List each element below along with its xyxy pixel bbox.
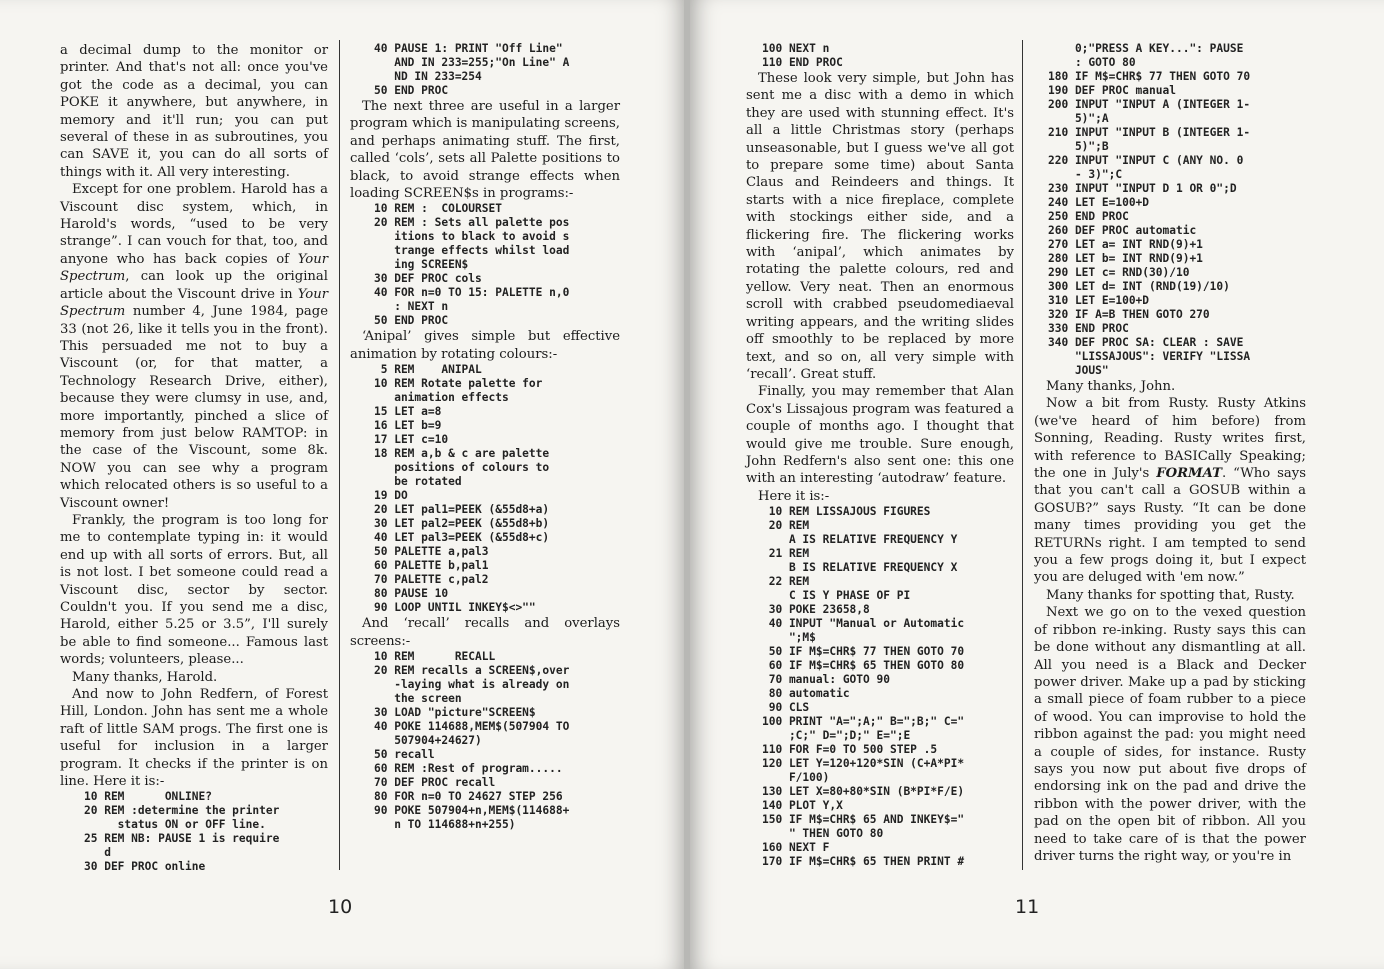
code-listing: 5 REM ANIPAL 10 REM Rotate palette for animation effects 15 LET a=8 16 LET b=9 17 LET c=10 18 REM a,b & c are palette positions of colours to be rotated 19 DO 20 LET pal1=PEEK (&55d8+a) 30 LET pal2=PEEK (&55d8+b) 40 LET pal3=PEEK (&55d8+c) 50 PALETTE a,pal3 60 PALETTE b,pal1 70 PALETTE c,pal2 80 PAUSE 10 90 LOOP UNTIL INKEY$<>"" bbox=[374, 363, 550, 615]
page-number: 11 bbox=[1015, 896, 1040, 918]
paragraph: These look very simple, but John has sent me a disc with a demo in which they are used with stunning effect. It's all a little Christmas story (perhaps unseasonable, but I guess we've all got to prepare some time) about Santa Claus and Reindeers and things. It starts with a nice fireplace, complete with stockings either side, and a flickering fire. The flickering works with ‘anipal’, which animates by rotating the palette colours, red and yellow. Very neat. Then an enormous scroll with crabbed pseudomediaeval writing appears, and the writing slides off smoothly to be replaced by more text, and so on, all very simple with ‘recall’. Great stuff. bbox=[746, 71, 1014, 382]
code-listing: 0;"PRESS A KEY...": PAUSE : GOTO 80 180 IF M$=CHR$ 77 THEN GOTO 70 190 DEF PROC manual 200 INPUT "INPUT A (INTEGER 1- 5)";A 210 INPUT "INPUT B (INTEGER 1- 5)";B 220 INPUT "INPUT C (ANY NO. 0 - 3)";C 230 INPUT "INPUT D 1 OR 0";D 240 LET E=100+D 250 END PROC 260 DEF PROC automatic 270 LET a= INT RND(9)+1 280 LET b= INT RND(9)+1 290 LET c= RND(30)/10 300 LET d= INT (RND(19)/10) 310 LET E=100+D 320 IF A=B THEN GOTO 270 330 END PROC 340 DEF PROC SA: CLEAR : SAVE "LISSAJOUS": VERIFY "LISSA JOUS" bbox=[1048, 42, 1251, 377]
code-listing: 10 REM : COLOURSET 20 REM : Sets all palette pos itions to black to avoid s trange effects whilst load ing SCREEN$ 30 DEF PROC cols 40 FOR n=0 TO 15: PALETTE n,0 : NEXT n 50 END PROC bbox=[374, 202, 570, 328]
paragraph: And ‘recall’ recalls and overlays screens:- bbox=[350, 616, 620, 649]
code-listing: 10 REM LISSAJOUS FIGURES 20 REM A IS RELATIVE FREQUENCY Y 21 REM B IS RELATIVE FREQUENCY X 22 REM C IS Y PHASE OF PI 30 POKE 23658,8 40 INPUT "Manual or Automatic ";M$ 50 IF M$=CHR$ 77 THEN GOTO 70 60 IF M$=CHR$ 65 THEN GOTO 80 70 manual: GOTO 90 80 automatic 90 CLS 100 PRINT "A=";A;" B=";B;" C=" ;C;" D=";D;" E=";E 110 FOR F=0 TO 500 STEP .5 120 LET Y=120+120*SIN (C+A*PI* F/100) 130 LET X=80+80*SIN (B*PI*F/E) 140 PLOT Y,X 150 IF M$=CHR$ 65 AND INKEY$=" " THEN GOTO 80 160 NEXT F 170 IF M$=CHR$ 65 THEN PRINT # bbox=[762, 505, 965, 869]
right-page bbox=[690, 0, 1384, 969]
paragraph: Many thanks, John. bbox=[1046, 379, 1176, 394]
paragraph: Many thanks for spotting that, Rusty. bbox=[1046, 587, 1295, 603]
paragraph: Finally, you may remember that Alan Cox's Lissajous program was featured a couple of months ago. I thought that would give me trouble. Sure enough, John Redfern's also sent one: this one with an interesting ‘autodraw’ feature. bbox=[746, 384, 1014, 487]
right-column-2 bbox=[1034, 42, 1306, 865]
paragraph: Frankly, the program is too long for me to contemplate typing in: it would end up with all sorts of errors. But, all is not lost. I bet someone could read a Viscount disc, sector by sector. Couldn't you. If you send me a disc, Harold, either 5.25 or 3.5”, I'll surely be able to find someone... Famous last words; volunteers, please... bbox=[60, 512, 328, 668]
paragraph: Many thanks, Harold. bbox=[72, 669, 218, 685]
left-column-2 bbox=[350, 42, 620, 832]
column-divider bbox=[1022, 40, 1023, 870]
left-column-1 bbox=[60, 42, 328, 874]
column-divider bbox=[339, 40, 340, 870]
paragraph: Here it is:- bbox=[758, 488, 830, 504]
left-page bbox=[0, 0, 686, 969]
code-listing: 10 REM RECALL 20 REM recalls a SCREEN$,over -laying what is already on the screen 30 LOAD "picture"SCREEN$ 40 POKE 114688,MEM$(507904 TO 507904+24627) 50 recall 60 REM :Rest of program..... 70 DEF PROC recall 80 FOR n=0 TO 24627 STEP 256 90 POKE 507904+n,MEM$(114688+ n TO 114688+n+255) bbox=[374, 650, 570, 832]
code-listing: 100 NEXT n 110 END PROC bbox=[762, 42, 843, 69]
paragraph: Now a bit from Rusty. Rusty Atkins (we've heard of him before) from Sonning, Reading. Rusty writes first, with reference to BASICally Speaking; the one in July's FORMAT. “Who says that you can't call a GOSUB within a GOSUB?” says Rusty. “It can be done many times providing you get the RETURNs right. I am tempted to send you a few progs doing it, but I expect you are deluged with 'em now.” bbox=[1034, 396, 1306, 586]
paragraph: Next we go on to the vexed question of ribbon re-inking. Rusty says this can be done without any dismantling at all. All you need is a Black and Decker power driver. Make up a pad by sticking a small piece of foam rubber to a piece of wood. You can improvise to hold the ribbon against the pad: you might need a couple of sides, for instance. Rusty says you now put about five drops of endorsing ink on the pad and drive the ribbon with the power driver, with the pad on the open bit of ribbon. All you need to take care of is that the power driver turns the right way, or you're in bbox=[1034, 605, 1306, 864]
code-listing: 40 PAUSE 1: PRINT "Off Line" AND IN 233=255;"On Line" A ND IN 233=254 50 END PROC bbox=[374, 42, 570, 97]
right-column-1 bbox=[746, 42, 1014, 869]
paragraph: Except for one problem. Harold has a Viscount disc system, which, in Harold's words, “used to be very strange”. I can vouch for that, too, and anyone who has back copies of Your Spectrum, can look up the original article about the Viscount drive in Your Spectrum number 4, June 1984, page 33 (not 26, like it tells you in the front). This persuaded me not to buy a Viscount (or, for that matter, a Technology Research Drive, either), because they were clumsy in use, and, more importantly, pinched a slice of memory from just below RAMTOP: in the case of the Viscount, some 8k. NOW you can see why a program which relocated others is so useful to a Viscount owner! bbox=[60, 182, 328, 511]
paragraph: The next three are useful in a larger program which is manipulating screens, and perhaps animating stuff. The first, called ‘cols’, sets all Palette positions to black, to avoid strange effects when loading SCREEN$s in programs:- bbox=[350, 99, 620, 202]
code-listing: 10 REM ONLINE? 20 REM :determine the printer status ON or OFF line. 25 REM NB: PAUSE 1 is require d 30 DEF PROC online bbox=[84, 790, 280, 874]
paragraph: ‘Anipal’ gives simple but effective animation by rotating colours:- bbox=[350, 329, 620, 362]
page-number: 10 bbox=[328, 896, 353, 918]
paragraph: a decimal dump to the monitor or printer. And that's not all: once you've got the code as a decimal, you can POKE it anywhere, but anywhere, in memory and it'll run; you can put several of these in as subroutines, you can SAVE it, you can do all sorts of things with it. All very interesting. bbox=[60, 43, 328, 180]
paragraph: And now to John Redfern, of Forest Hill, London. John has sent me a whole raft of little SAM progs. The first one is useful for inclusion in a larger program. It checks if the printer is on line. Here it is:- bbox=[60, 687, 328, 790]
